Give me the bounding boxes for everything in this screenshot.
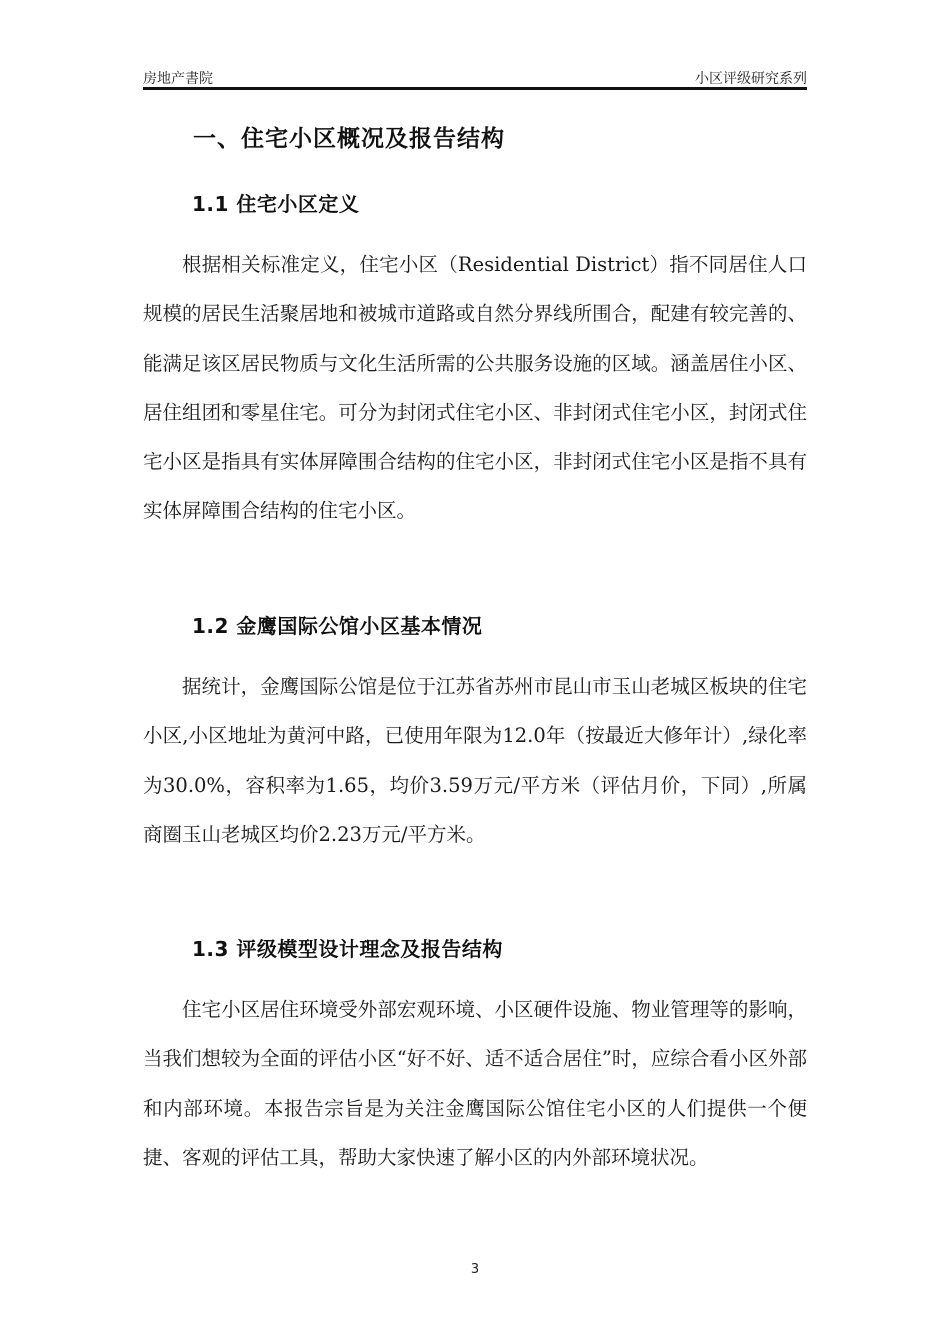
page-header — [143, 66, 807, 88]
subsection-title-1-2: 1.2 金鹰国际公馆小区基本情况 — [192, 614, 483, 638]
paragraph-definition: 根据相关标准定义，住宅小区（Residential District）指不同居住人口规模的居民生活聚居地和被城市道路或自然分界线所围合，配建有较完善的、能满足该区居民物质与文化生活所需的公共服务设施的区域。涵盖居住小区、居住组团和零星住宅。可分为封闭式住宅小区、非封闭式住宅小区，封闭式住宅小区是指具有实体屏障围合结构的住宅小区，非封闭式住宅小区是指不具有实体屏障围合结构的住宅小区。 — [143, 253, 807, 523]
subsection-title-1-3: 1.3 评级模型设计理念及报告结构 — [192, 937, 503, 961]
paragraph-design-concept: 住宅小区居住环境受外部宏观环境、小区硬件设施、物业管理等的影响，当我们想较为全面的评估小区“好不好、适不适合居住”时，应综合看小区外部和内部环境。本报告宗旨是为关注金鹰国际公馆住宅小区的人们提供一个便捷、客观的评估工具，帮助大家快速了解小区的内外部环境状况。 — [143, 998, 807, 1169]
header-divider — [143, 87, 807, 90]
page-number: 3 — [470, 1262, 480, 1277]
section-title: 一、住宅小区概况及报告结构 — [193, 126, 505, 152]
header-publisher: 房地产書院 — [143, 71, 213, 87]
header-series: 小区评级研究系列 — [695, 71, 807, 87]
subsection-title-1-1: 1.1 住宅小区定义 — [192, 192, 360, 216]
paragraph-basic-info: 据统计，金鹰国际公馆是位于江苏省苏州市昆山市玉山老城区板块的住宅小区,小区地址为黄河中路，已使用年限为12.0年（按最近大修年计）,绿化率为30.0%，容积率为1.65，均价3.59万元/平方米（评估月价，下同）,所属商圈玉山老城区均价2.23万元/平方米。 — [143, 675, 807, 846]
